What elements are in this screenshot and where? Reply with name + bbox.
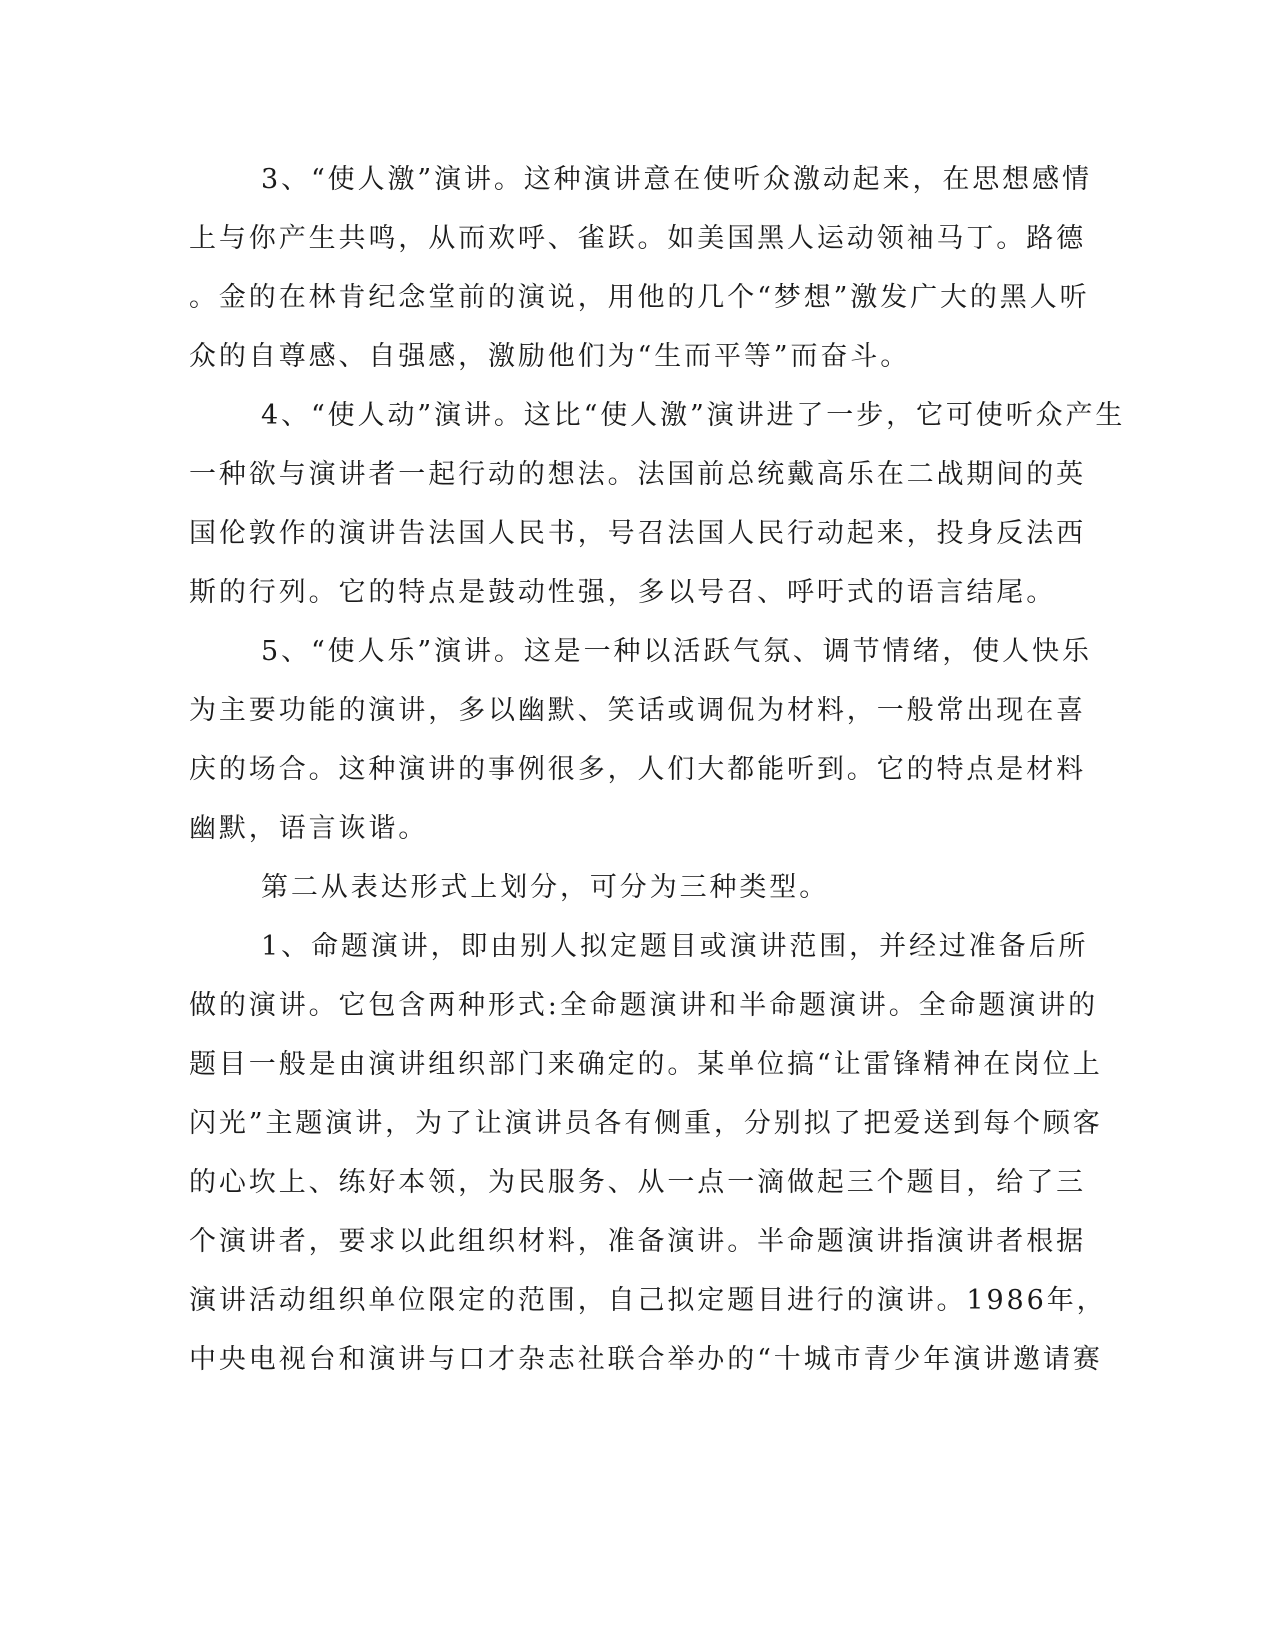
text-line: 做的演讲。它包含两种形式:全命题演讲和半命题演讲。全命题演讲的 xyxy=(189,990,1098,1021)
text-line: 题目一般是由演讲组织部门来确定的。某单位搞“让雷锋精神在岗位上 xyxy=(189,1049,1103,1080)
text-line: 国伦敦作的演讲告法国人民书，号召法国人民行动起来，投身反法西 xyxy=(189,518,1086,549)
text-line: 个演讲者，要求以此组织材料，准备演讲。半命题演讲指演讲者根据 xyxy=(189,1226,1086,1257)
text-line: 的心坎上、练好本领，为民服务、从一点一滴做起三个题目，给了三 xyxy=(189,1167,1086,1198)
text-line: 第二从表达形式上划分，可分为三种类型。 xyxy=(261,872,830,903)
text-line: 一种欲与演讲者一起行动的想法。法国前总统戴高乐在二战期间的英 xyxy=(189,459,1086,490)
text-line: 上与你产生共鸣，从而欢呼、雀跃。如美国黑人运动领袖马丁。路德 xyxy=(189,223,1086,254)
text-line: 幽默，语言诙谐。 xyxy=(189,813,429,844)
text-line: 中央电视台和演讲与口才杂志社联合举办的“十城市青少年演讲邀请赛 xyxy=(189,1344,1103,1375)
text-line: 众的自尊感、自强感，激励他们为“生而平等”而奋斗。 xyxy=(189,341,911,372)
text-line: 1、命题演讲，即由别人拟定题目或演讲范围，并经过准备后所 xyxy=(261,931,1089,962)
text-line: 庆的场合。这种演讲的事例很多，人们大都能听到。它的特点是材料 xyxy=(189,754,1086,785)
text-line: 斯的行列。它的特点是鼓动性强，多以号召、呼吁式的语言结尾。 xyxy=(189,577,1057,608)
text-line: 闪光”主题演讲，为了让演讲员各有侧重，分别拟了把爱送到每个顾客 xyxy=(189,1108,1103,1139)
text-line: 4、“使人动”演讲。这比“使人激”演讲进了一步，它可使听众产生 xyxy=(261,400,1126,431)
text-line: 。金的在林肯纪念堂前的演说，用他的几个“梦想”激发广大的黑人听 xyxy=(189,282,1090,313)
text-line: 5、“使人乐”演讲。这是一种以活跃气氛、调节情绪，使人快乐 xyxy=(261,636,1092,667)
text-line: 演讲活动组织单位限定的范围，自己拟定题目进行的演讲。1986年， xyxy=(189,1285,1107,1316)
text-line: 为主要功能的演讲，多以幽默、笑话或调侃为材料，一般常出现在喜 xyxy=(189,695,1086,726)
text-line: 3、“使人激”演讲。这种演讲意在使听众激动起来，在思想感情 xyxy=(261,164,1092,195)
